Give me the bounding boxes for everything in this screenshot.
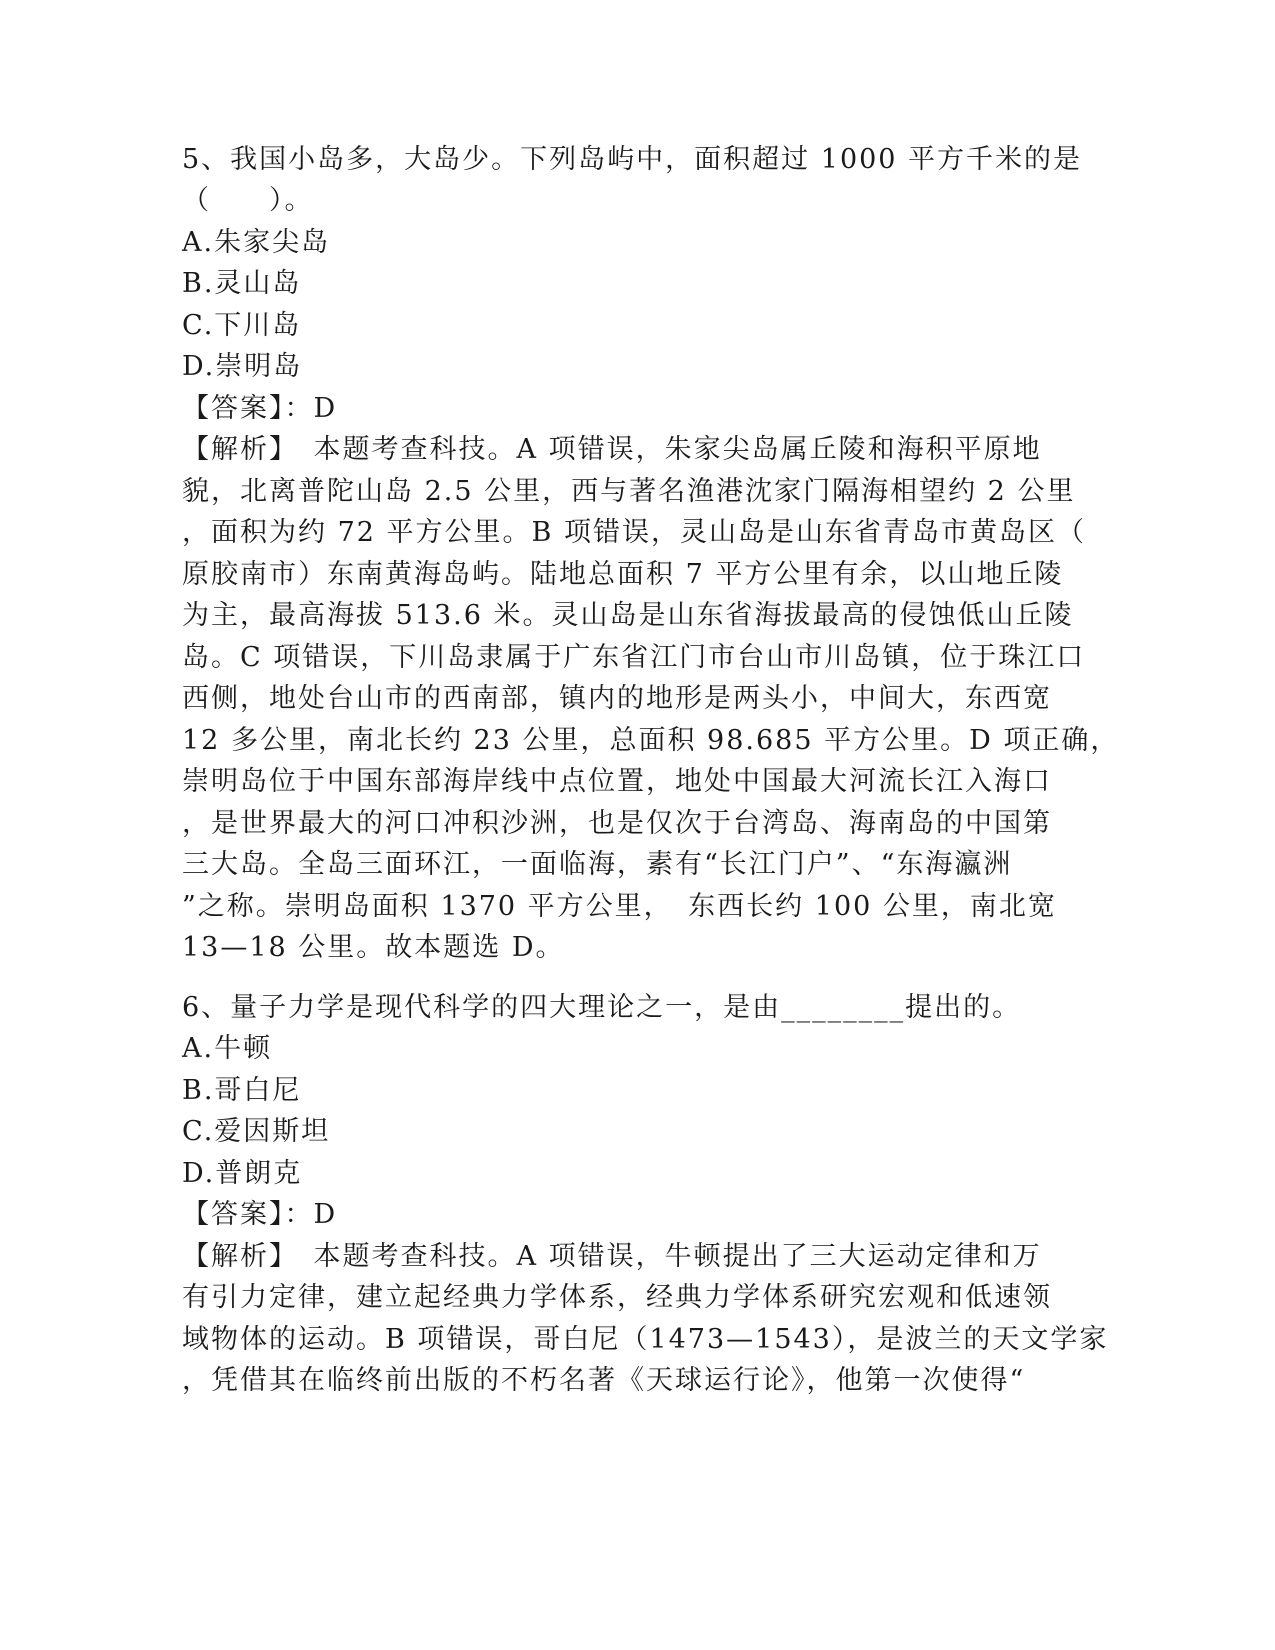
q6-option-c: C.爱因斯坦	[182, 1116, 331, 1147]
q6-analysis-line: 域物体的运动。B 项错误，哥白尼（1473—1543），是波兰的天文学家	[182, 1324, 1109, 1355]
q5-analysis-line: 岛。C 项错误，下川岛隶属于广东省江门市台山市川岛镇，位于珠江口	[182, 642, 1086, 673]
q6-stem: 6、量子力学是现代科学的四大理论之一，是由________提出的。	[182, 992, 1022, 1023]
q5-option-a: A.朱家尖岛	[182, 227, 331, 258]
q6-analysis-line: ，凭借其在临终前出版的不朽名著《天球运行论》，他第一次使得“	[182, 1365, 1026, 1396]
q6-option-b: B.哥白尼	[182, 1075, 302, 1106]
q5-analysis-line: ”之称。崇明岛面积 1370 平方公里， 东西长约 100 公里，南北宽	[182, 891, 1057, 922]
q5-analysis-line: 【解析】 本题考查科技。A 项错误，朱家尖岛属丘陵和海积平原地	[182, 434, 1042, 465]
q5-analysis-line: 为主，最高海拔 513.6 米。灵山岛是山东省海拔最高的侵蚀低山丘陵	[182, 600, 1074, 631]
q5-analysis-line: ，面积为约 72 平方公里。B 项错误，灵山岛是山东省青岛市黄岛区（	[182, 517, 1086, 548]
q5-option-c: C.下川岛	[182, 310, 302, 341]
q5-analysis-line: 貌，北离普陀山岛 2.5 公里，西与著名渔港沈家门隔海相望约 2 公里	[182, 476, 1076, 507]
q5-stem-line2: （ ）。	[182, 185, 314, 216]
q5-analysis-line: 12 多公里，南北长约 23 公里，总面积 98.685 平方公里。D 项正确，	[182, 725, 1120, 756]
q5-answer: 【答案】：D	[182, 393, 338, 424]
q5-analysis-line: ，是世界最大的河口冲积沙洲，也是仅次于台湾岛、海南岛的中国第	[182, 808, 1052, 839]
q5-option-b: B.灵山岛	[182, 268, 302, 299]
q5-stem-line1: 5、我国小岛多，大岛少。下列岛屿中，面积超过 1000 平方千米的是	[182, 144, 1083, 175]
q5-analysis-line: 原胶南市）东南黄海岛屿。陆地总面积 7 平方公里有余，以山地丘陵	[182, 559, 1064, 590]
q5-option-d: D.崇明岛	[182, 351, 303, 382]
q6-option-a: A.牛顿	[182, 1033, 273, 1064]
q6-analysis-line: 有引力定律，建立起经典力学体系，经典力学体系研究宏观和低速领	[182, 1282, 1052, 1313]
q5-analysis-line: 13—18 公里。故本题选 D。	[182, 932, 565, 963]
q5-analysis-line: 三大岛。全岛三面环江，一面临海，素有“长江门户”、“东海瀛洲	[182, 849, 1013, 880]
q6-answer: 【答案】：D	[182, 1199, 338, 1230]
q5-analysis-line: 西侧，地处台山市的西南部，镇内的地形是两头小，中间大，东西宽	[182, 683, 1052, 714]
q6-option-d: D.普朗克	[182, 1158, 303, 1189]
q5-analysis-line: 崇明岛位于中国东部海岸线中点位置，地处中国最大河流长江入海口	[182, 766, 1052, 797]
q6-analysis-line: 【解析】 本题考查科技。A 项错误，牛顿提出了三大运动定律和万	[182, 1241, 1042, 1272]
